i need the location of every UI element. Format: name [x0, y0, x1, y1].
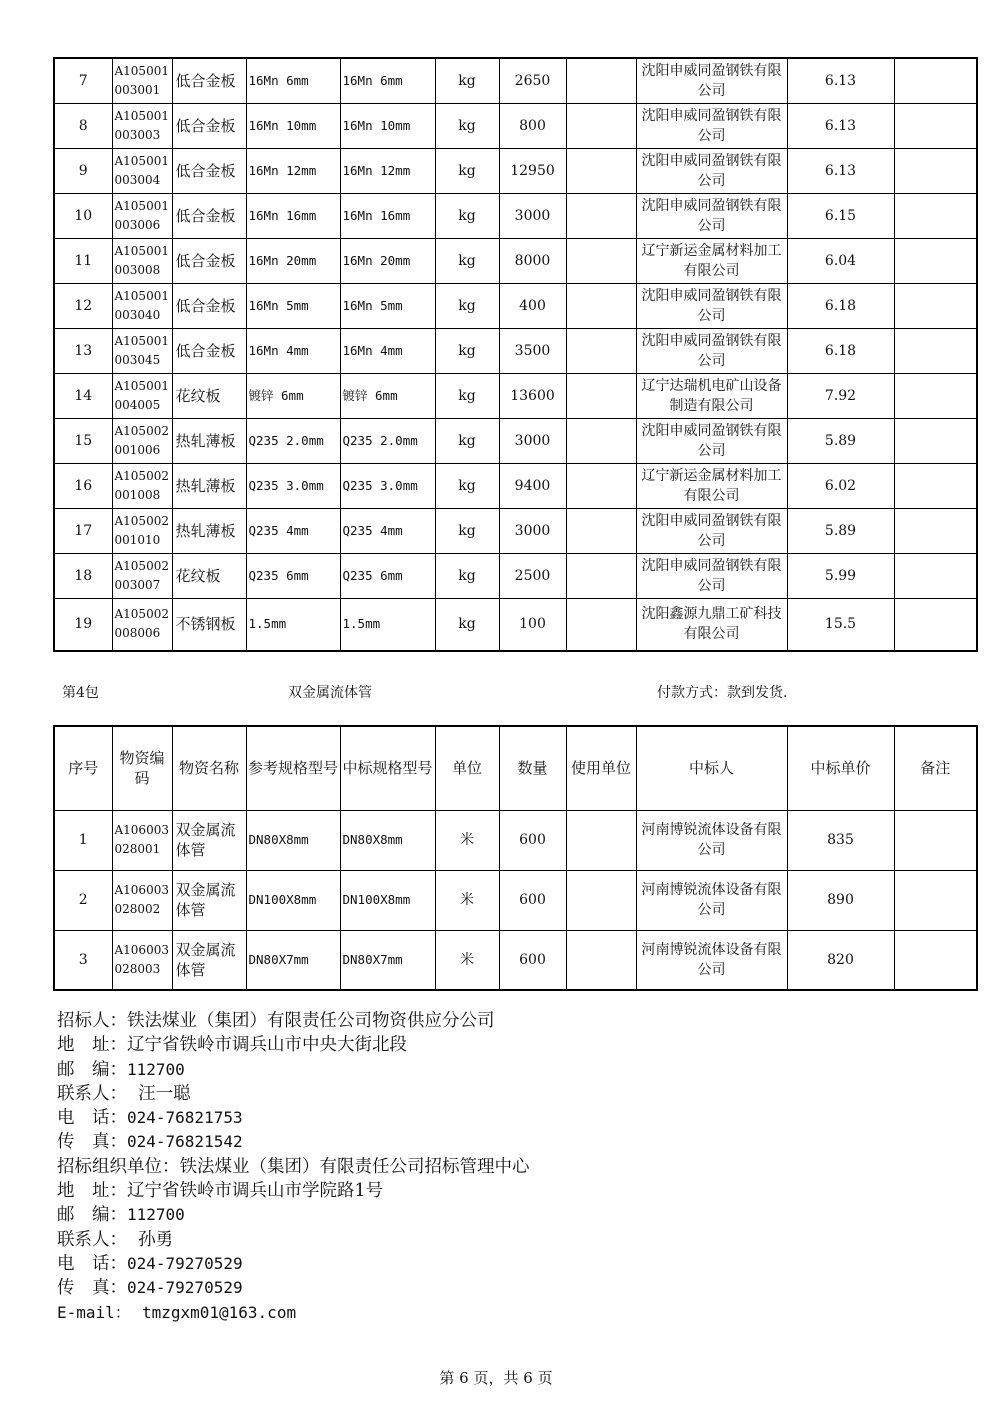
cell-winner: 辽宁达瑞机电矿山设备制造有限公司 [636, 373, 787, 418]
table-row [54, 148, 977, 193]
cell-remark [894, 463, 977, 508]
fax2-line [57, 1276, 530, 1300]
person2-line [57, 1228, 530, 1252]
cell-code: A106003028003 [112, 930, 172, 990]
phone2-value: 024-79270529 [127, 1253, 243, 1273]
cell-unit: kg [435, 598, 499, 651]
cell-qty: 600 [499, 870, 566, 930]
cell-user-unit [566, 373, 636, 418]
cell-code: A105001003006 [112, 193, 172, 238]
cell-unit: kg [435, 148, 499, 193]
cell-code: A106003028001 [112, 810, 172, 870]
cell-remark [894, 328, 977, 373]
table-row [54, 463, 977, 508]
cell-unit: kg [435, 418, 499, 463]
cell-bid-spec: Q235 2.0mm [340, 418, 435, 463]
table-row [54, 193, 977, 238]
postcode1-label: 邮 编： [57, 1059, 127, 1080]
cell-bid-spec: 镀锌 6mm [340, 373, 435, 418]
cell-remark [894, 238, 977, 283]
cell-remark [894, 283, 977, 328]
cell-no: 9 [54, 148, 112, 193]
cell-remark [894, 810, 977, 870]
cell-winner: 沈阳申威同盈钢铁有限公司 [636, 148, 787, 193]
cell-user-unit [566, 930, 636, 990]
address2-value: 辽宁省铁岭市调兵山市学院路1号 [127, 1181, 384, 1202]
cell-code: A105002001008 [112, 463, 172, 508]
cell-qty: 600 [499, 930, 566, 990]
cell-name: 低合金板 [172, 103, 246, 148]
contact-block [57, 1009, 530, 1325]
cell-qty: 2650 [499, 58, 566, 103]
address1-line [57, 1033, 530, 1057]
cell-code: A105002001006 [112, 418, 172, 463]
cell-user-unit [566, 463, 636, 508]
email-value: tmzgxm01@163.com [141, 1302, 297, 1322]
cell-remark [894, 373, 977, 418]
cell-name: 花纹板 [172, 373, 246, 418]
cell-code: A105001003040 [112, 283, 172, 328]
person1-line [57, 1082, 530, 1106]
table-row [54, 373, 977, 418]
fax2-value: 024-79270529 [127, 1278, 243, 1298]
cell-bid-spec: Q235 3.0mm [340, 463, 435, 508]
tenderer-label: 招标人： [57, 1011, 127, 1031]
cell-bid-spec: Q235 4mm [340, 508, 435, 553]
table-row [54, 553, 977, 598]
postcode2-line [57, 1203, 530, 1227]
cell-code: A105001003001 [112, 58, 172, 103]
cell-ref-spec: 16Mn 16mm [246, 193, 340, 238]
cell-bid-spec: Q235 6mm [340, 553, 435, 598]
cell-user-unit [566, 328, 636, 373]
phone1-line [57, 1106, 530, 1130]
header-price: 中标单价 [787, 726, 894, 810]
cell-unit: kg [435, 508, 499, 553]
cell-no: 14 [54, 373, 112, 418]
cell-user-unit [566, 238, 636, 283]
cell-ref-spec: Q235 3.0mm [246, 463, 340, 508]
cell-name: 低合金板 [172, 283, 246, 328]
cell-qty: 13600 [499, 373, 566, 418]
postcode2-label: 邮 编： [57, 1205, 127, 1226]
address1-value: 辽宁省铁岭市调兵山市中央大街北段 [127, 1035, 407, 1056]
cell-price: 5.89 [787, 508, 894, 553]
cell-code: A106003028002 [112, 870, 172, 930]
header-remark: 备注 [894, 726, 977, 810]
cell-no: 11 [54, 238, 112, 283]
cell-ref-spec: 16Mn 12mm [246, 148, 340, 193]
cell-unit: kg [435, 193, 499, 238]
cell-winner: 辽宁新运金属材料加工有限公司 [636, 238, 787, 283]
header-ref-spec: 参考规格型号 [246, 726, 340, 810]
cell-unit: kg [435, 283, 499, 328]
cell-qty: 600 [499, 810, 566, 870]
material-table-package4 [53, 725, 978, 991]
cell-qty: 800 [499, 103, 566, 148]
cell-qty: 9400 [499, 463, 566, 508]
cell-no: 3 [54, 930, 112, 990]
phone2-label: 电 话： [57, 1253, 127, 1274]
cell-price: 6.13 [787, 148, 894, 193]
cell-price: 15.5 [787, 598, 894, 651]
cell-qty: 3000 [499, 508, 566, 553]
organizer-line [57, 1155, 530, 1179]
header-name: 物资名称 [172, 726, 246, 810]
cell-no: 17 [54, 508, 112, 553]
cell-bid-spec: 16Mn 5mm [340, 283, 435, 328]
cell-user-unit [566, 870, 636, 930]
organizer-value: 铁法煤业（集团）有限责任公司招标管理中心 [179, 1156, 530, 1177]
cell-unit: kg [435, 238, 499, 283]
cell-no: 8 [54, 103, 112, 148]
cell-ref-spec: DN80X8mm [246, 810, 340, 870]
cell-price: 835 [787, 810, 894, 870]
person1-value: 汪一聪 [138, 1083, 191, 1104]
table-row [54, 418, 977, 463]
cell-no: 10 [54, 193, 112, 238]
cell-price: 890 [787, 870, 894, 930]
cell-qty: 2500 [499, 553, 566, 598]
header-winner: 中标人 [636, 726, 787, 810]
cell-remark [894, 418, 977, 463]
cell-remark [894, 148, 977, 193]
cell-unit: kg [435, 58, 499, 103]
cell-unit: 米 [435, 810, 499, 870]
email-label: E-mail： [57, 1302, 131, 1322]
cell-no: 2 [54, 870, 112, 930]
cell-qty: 400 [499, 283, 566, 328]
tenderer-value: 铁法煤业（集团）有限责任公司物资供应分公司 [127, 1011, 495, 1031]
page-number: 第 6 页，共 6 页 [439, 1369, 553, 1387]
table-row [54, 870, 977, 930]
cell-bid-spec: 16Mn 4mm [340, 328, 435, 373]
cell-no: 13 [54, 328, 112, 373]
fax1-value: 024-76821542 [127, 1132, 243, 1152]
cell-user-unit [566, 508, 636, 553]
cell-ref-spec: Q235 2.0mm [246, 418, 340, 463]
cell-unit: kg [435, 463, 499, 508]
cell-price: 7.92 [787, 373, 894, 418]
cell-price: 6.15 [787, 193, 894, 238]
cell-user-unit [566, 148, 636, 193]
cell-user-unit [566, 810, 636, 870]
table-row [54, 58, 977, 103]
table-row [54, 508, 977, 553]
cell-price: 6.13 [787, 103, 894, 148]
cell-no: 7 [54, 58, 112, 103]
header-qty: 数量 [499, 726, 566, 810]
cell-no: 16 [54, 463, 112, 508]
cell-user-unit [566, 193, 636, 238]
address1-label: 地 址： [57, 1035, 127, 1056]
postcode1-line [57, 1058, 530, 1082]
cell-ref-spec: 1.5mm [246, 598, 340, 651]
cell-winner: 沈阳鑫源九鼎工矿科技有限公司 [636, 598, 787, 651]
email-line [57, 1301, 530, 1325]
cell-bid-spec: 16Mn 16mm [340, 193, 435, 238]
cell-winner: 沈阳申威同盈钢铁有限公司 [636, 58, 787, 103]
material-table-body [54, 58, 977, 651]
cell-remark [894, 508, 977, 553]
cell-no: 18 [54, 553, 112, 598]
cell-bid-spec: 16Mn 20mm [340, 238, 435, 283]
cell-user-unit [566, 283, 636, 328]
cell-price: 5.99 [787, 553, 894, 598]
header-no: 序号 [54, 726, 112, 810]
cell-name: 低合金板 [172, 238, 246, 283]
cell-bid-spec: DN80X7mm [340, 930, 435, 990]
organizer-label: 招标组织单位： [57, 1156, 180, 1177]
cell-winner: 河南博锐流体设备有限公司 [636, 810, 787, 870]
postcode2-value: 112700 [127, 1205, 185, 1225]
cell-no: 19 [54, 598, 112, 651]
cell-price: 5.89 [787, 418, 894, 463]
fax1-line [57, 1130, 530, 1154]
cell-code: A105001003003 [112, 103, 172, 148]
cell-code: A105001003045 [112, 328, 172, 373]
cell-code: A105001004005 [112, 373, 172, 418]
cell-remark [894, 930, 977, 990]
cell-name: 双金属流体管 [172, 810, 246, 870]
cell-ref-spec: 16Mn 6mm [246, 58, 340, 103]
header-code: 物资编码 [112, 726, 172, 810]
cell-name: 花纹板 [172, 553, 246, 598]
cell-unit: 米 [435, 930, 499, 990]
cell-bid-spec: 16Mn 10mm [340, 103, 435, 148]
cell-name: 双金属流体管 [172, 930, 246, 990]
cell-name: 低合金板 [172, 193, 246, 238]
cell-ref-spec: 镀锌 6mm [246, 373, 340, 418]
cell-remark [894, 553, 977, 598]
cell-remark [894, 598, 977, 651]
cell-qty: 3000 [499, 418, 566, 463]
cell-unit: kg [435, 328, 499, 373]
cell-ref-spec: 16Mn 4mm [246, 328, 340, 373]
cell-ref-spec: Q235 4mm [246, 508, 340, 553]
cell-code: A105002003007 [112, 553, 172, 598]
cell-winner: 沈阳申威同盈钢铁有限公司 [636, 283, 787, 328]
cell-qty: 8000 [499, 238, 566, 283]
cell-ref-spec: DN80X7mm [246, 930, 340, 990]
cell-bid-spec: DN80X8mm [340, 810, 435, 870]
cell-name: 不锈钢板 [172, 598, 246, 651]
cell-qty: 3500 [499, 328, 566, 373]
cell-code: A105001003004 [112, 148, 172, 193]
cell-name: 热轧薄板 [172, 418, 246, 463]
postcode1-value: 112700 [127, 1059, 185, 1079]
table-row [54, 328, 977, 373]
tenderer-line [57, 1009, 530, 1033]
cell-qty: 100 [499, 598, 566, 651]
header-user-unit: 使用单位 [566, 726, 636, 810]
cell-user-unit [566, 598, 636, 651]
cell-price: 6.18 [787, 283, 894, 328]
cell-winner: 河南博锐流体设备有限公司 [636, 870, 787, 930]
phone2-line [57, 1252, 530, 1276]
header-unit: 单位 [435, 726, 499, 810]
cell-winner: 沈阳申威同盈钢铁有限公司 [636, 553, 787, 598]
cell-winner: 沈阳申威同盈钢铁有限公司 [636, 103, 787, 148]
cell-unit: kg [435, 373, 499, 418]
table-row [54, 598, 977, 651]
package-name: 双金属流体管 [288, 685, 372, 701]
cell-bid-spec: 16Mn 12mm [340, 148, 435, 193]
cell-bid-spec: 1.5mm [340, 598, 435, 651]
cell-name: 热轧薄板 [172, 508, 246, 553]
person1-label: 联系人： [57, 1083, 127, 1104]
cell-price: 6.04 [787, 238, 894, 283]
cell-ref-spec: DN100X8mm [246, 870, 340, 930]
payment-terms: 付款方式：款到发货. [657, 685, 788, 701]
cell-winner: 辽宁新运金属材料加工有限公司 [636, 463, 787, 508]
cell-no: 12 [54, 283, 112, 328]
phone1-value: 024-76821753 [127, 1108, 243, 1128]
cell-remark [894, 193, 977, 238]
cell-unit: 米 [435, 870, 499, 930]
cell-unit: kg [435, 553, 499, 598]
cell-winner: 沈阳申威同盈钢铁有限公司 [636, 193, 787, 238]
person2-value: 孙勇 [138, 1229, 174, 1250]
cell-winner: 沈阳申威同盈钢铁有限公司 [636, 508, 787, 553]
cell-winner: 河南博锐流体设备有限公司 [636, 930, 787, 990]
cell-bid-spec: DN100X8mm [340, 870, 435, 930]
table-header-row [54, 726, 977, 810]
cell-no: 1 [54, 810, 112, 870]
person2-label: 联系人： [57, 1229, 127, 1250]
cell-code: A105002001010 [112, 508, 172, 553]
material-table-package3 [53, 57, 978, 652]
cell-name: 双金属流体管 [172, 870, 246, 930]
cell-code: A105001003008 [112, 238, 172, 283]
cell-price: 6.18 [787, 328, 894, 373]
cell-winner: 沈阳申威同盈钢铁有限公司 [636, 328, 787, 373]
cell-name: 低合金板 [172, 58, 246, 103]
cell-qty: 12950 [499, 148, 566, 193]
package-label: 第4包 [62, 685, 99, 701]
cell-user-unit [566, 103, 636, 148]
table-row [54, 810, 977, 870]
table-row [54, 930, 977, 990]
fax2-label: 传 真： [57, 1278, 127, 1299]
cell-bid-spec: 16Mn 6mm [340, 58, 435, 103]
address2-label: 地 址： [57, 1181, 127, 1202]
cell-user-unit [566, 58, 636, 103]
table-row [54, 283, 977, 328]
cell-no: 15 [54, 418, 112, 463]
cell-ref-spec: Q235 6mm [246, 553, 340, 598]
cell-ref-spec: 16Mn 20mm [246, 238, 340, 283]
cell-ref-spec: 16Mn 5mm [246, 283, 340, 328]
cell-code: A105002008006 [112, 598, 172, 651]
cell-price: 6.13 [787, 58, 894, 103]
address2-line [57, 1179, 530, 1203]
cell-name: 低合金板 [172, 148, 246, 193]
cell-user-unit [566, 418, 636, 463]
table-row [54, 103, 977, 148]
cell-user-unit [566, 553, 636, 598]
cell-name: 低合金板 [172, 328, 246, 373]
cell-qty: 3000 [499, 193, 566, 238]
cell-remark [894, 870, 977, 930]
cell-price: 820 [787, 930, 894, 990]
phone1-label: 电 话： [57, 1108, 127, 1129]
cell-winner: 沈阳申威同盈钢铁有限公司 [636, 418, 787, 463]
cell-remark [894, 58, 977, 103]
header-bid-spec: 中标规格型号 [340, 726, 435, 810]
table-row [54, 238, 977, 283]
cell-price: 6.02 [787, 463, 894, 508]
cell-unit: kg [435, 103, 499, 148]
cell-ref-spec: 16Mn 10mm [246, 103, 340, 148]
cell-name: 热轧薄板 [172, 463, 246, 508]
cell-remark [894, 103, 977, 148]
material-table-body [54, 726, 977, 990]
fax1-label: 传 真： [57, 1132, 127, 1153]
